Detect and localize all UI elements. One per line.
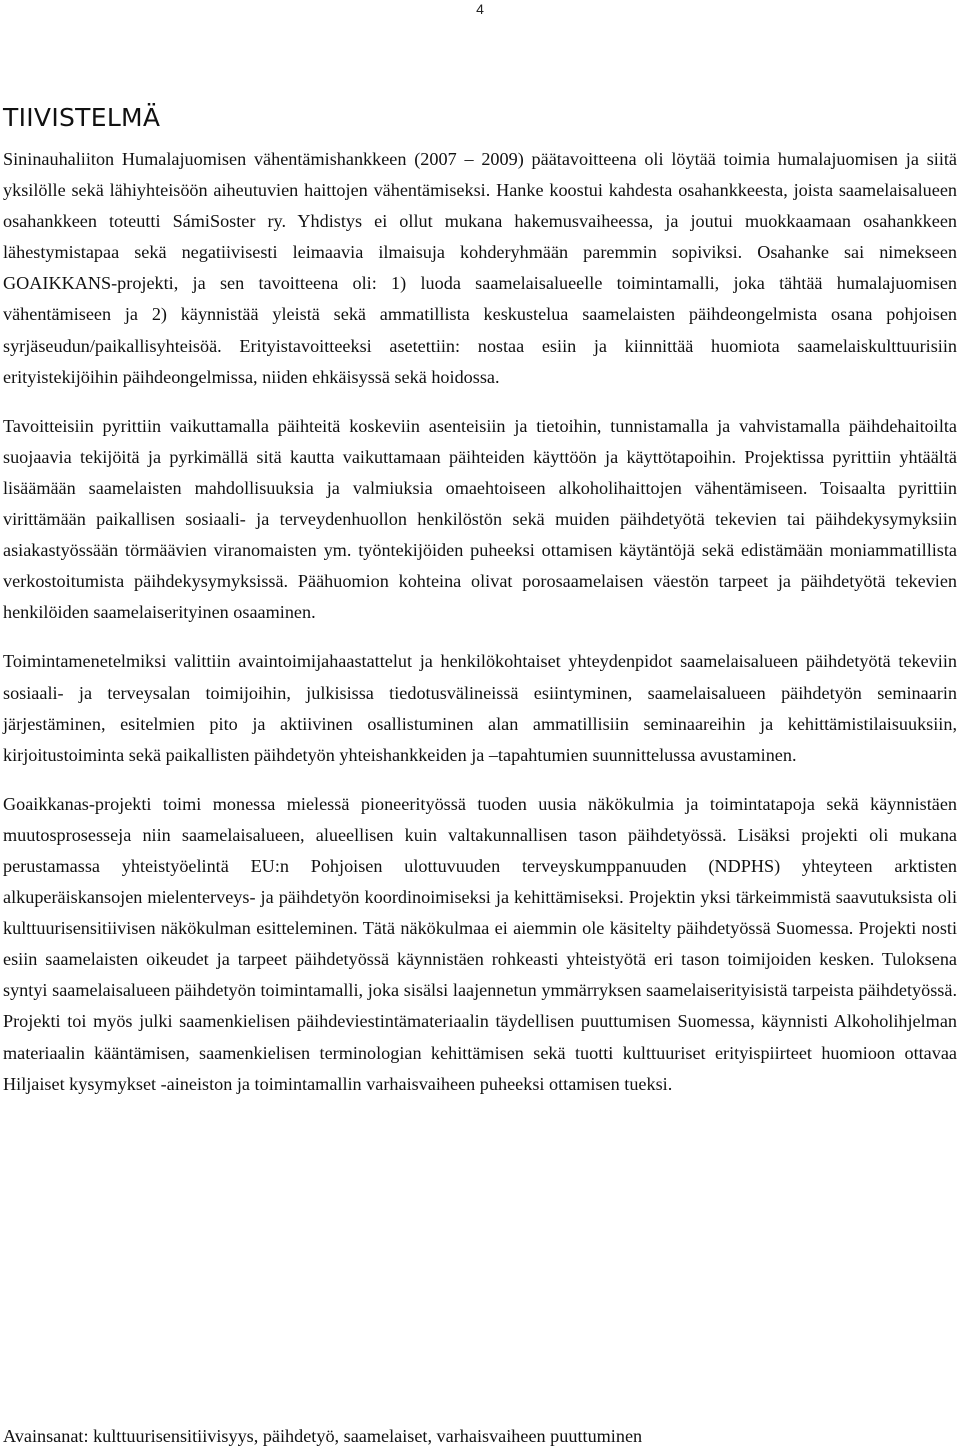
paragraph-2: Tavoitteisiin pyrittiin vaikuttamalla päihteitä koskeviin asenteisiin ja tietoihin, tunnistamalla ja vahvistamalla päihdehaitoilta suojaavia tekijöitä ja pyrkimällä sitä kautta vaikuttamaan päihteiden käyttöön ja käyttötapoihin. Projektissa pyrittiin yhtäältä lisäämään saamelaisten mahdollisuuksia ja valmiuksia omaehtoiseen alkoholihaittojen vähentämiseen. Toisaalta pyrittiin virittämään paikallisen sosiaali- ja terveydenhuollon henkilöstön sekä muiden päihdetyötä tekevien tai päihdekysymyksiin asiakastyössään törmäävien viranomaisten ym. työntekijöiden puheeksi ottamisen käytäntöjä sekä edistämään moniammatillista verkostoitumista päihdekysymyksissä. Päähuomion kohteina olivat porosaamelaisen väestön tarpeet ja päihdetyötä tekevien henkilöiden saamelaiserityinen osaaminen. <box>3 415 957 623</box>
page-number: 4 <box>476 1 484 17</box>
page-title: TIIVISTELMÄ <box>3 103 161 132</box>
keywords-line: Avainsanat: kulttuurisensitiivisyys, päihdetyö, saamelaiset, varhaisvaiheen puuttuminen <box>3 1426 643 1446</box>
abstract-body <box>3 144 957 1118</box>
paragraph-3: Toimintamenetelmiksi valittiin avaintoimijahaastattelut ja henkilökohtaiset yhteydenpidot saamelaisalueen päihdetyötä tekeviin sosiaali- ja terveysalan toimijoihin, julkisissa tiedotusvälineissä esiintyminen, saamelaisalueen päihdetyön seminaarin järjestäminen, esitelmien pito ja aktiivinen osallistuminen alan ammatillisiin seminaareihin ja kehittämistilaisuuksiin, kirjoitustoiminta sekä paikallisten päihdetyön yhteishankkeiden ja –tapahtumien suunnittelussa avustaminen. <box>3 651 957 765</box>
paragraph-1: Sininauhaliiton Humalajuomisen vähentämishankkeen (2007 – 2009) päätavoitteena oli löytää toimia humalajuomisen ja siitä yksilölle sekä lähiyhteisöön aiheutuvien haittojen vähentämiseksi. Hanke koostui kahdesta osahankkeesta, joista saamelaisalueen osahankkeen toteutti SámiSoster ry. Yhdistys ei ollut mukana hakemusvaiheessa, ja joutui muokkaamaan osahankkeen lähestymistapaa sekä negatiivisesti leimaavia ilmaisuja kohderyhmään paremmin sopiviksi. Osahanke sai nimekseen GOAIKKANS-projekti, ja sen tavoitteena oli: 1) luoda saamelaisalueelle toimintamalli, joka tähtää humalajuomisen vähentämiseen ja 2) käynnistää yleistä sekä ammatillista keskustelua saamelaisten päihdeongelmista osana pohjoisen syrjäseudun/paikallisyhteisöä. Erityistavoitteeksi asetettiin: nostaa esiin ja kiinnittää huomiota saamelaiskulttuurisiin erityistekijöihin päihdeongelmissa, niiden ehkäisyssä sekä hoidossa. <box>3 149 957 387</box>
paragraph-4: Goaikkanas-projekti toimi monessa mielessä pioneerityössä tuoden uusia näkökulmia ja toimintatapoja sekä käynnistäen muutosprosesseja niin saamelaisalueen, alueellisen kuin valtakunnallisen tason päihdetyössä. Lisäksi projekti oli mukana perustamassa yhteistyöelintä EU:n Pohjoisen ulottuvuuden terveyskumppanuuden (NDPHS) yhteyteen arktisten alkuperäiskansojen mielenterveys- ja päihdetyön koordinoimiseksi ja kehittämiseksi. Projektin yksi tärkeimmistä saavutuksista oli kulttuurisensitiivisen näkökulman esitteleminen. Tätä näkökulmaa ei aiemmin ole käsitelty päihdetyössä Suomessa. Projekti nosti esiin saamelaisten oikeudet ja tarpeet päihdetyössä käynnistäen rohkeasti yhteistyötä eri tason toimijoiden kesken. Tuloksena syntyi saamelaisalueen päihdetyön toimintamalli, joka sisälsi laajennetun ymmärryksen saamelaiserityisistä tarpeista päihdetyössä. Projekti toi myös julki saamenkielisen päihdeviestintämateriaalin täydellisen puuttumisen Suomessa, käynnisti Alkoholihjelman materiaalin kääntämisen, saamenkielisen terminologian kehittämisen sekä tuotti kulttuuriset erityispiirteet huomioon ottavaa Hiljaiset kysymykset -aineiston ja toimintamallin varhaisvaiheen puheeksi ottamisen tueksi. <box>3 793 957 1094</box>
